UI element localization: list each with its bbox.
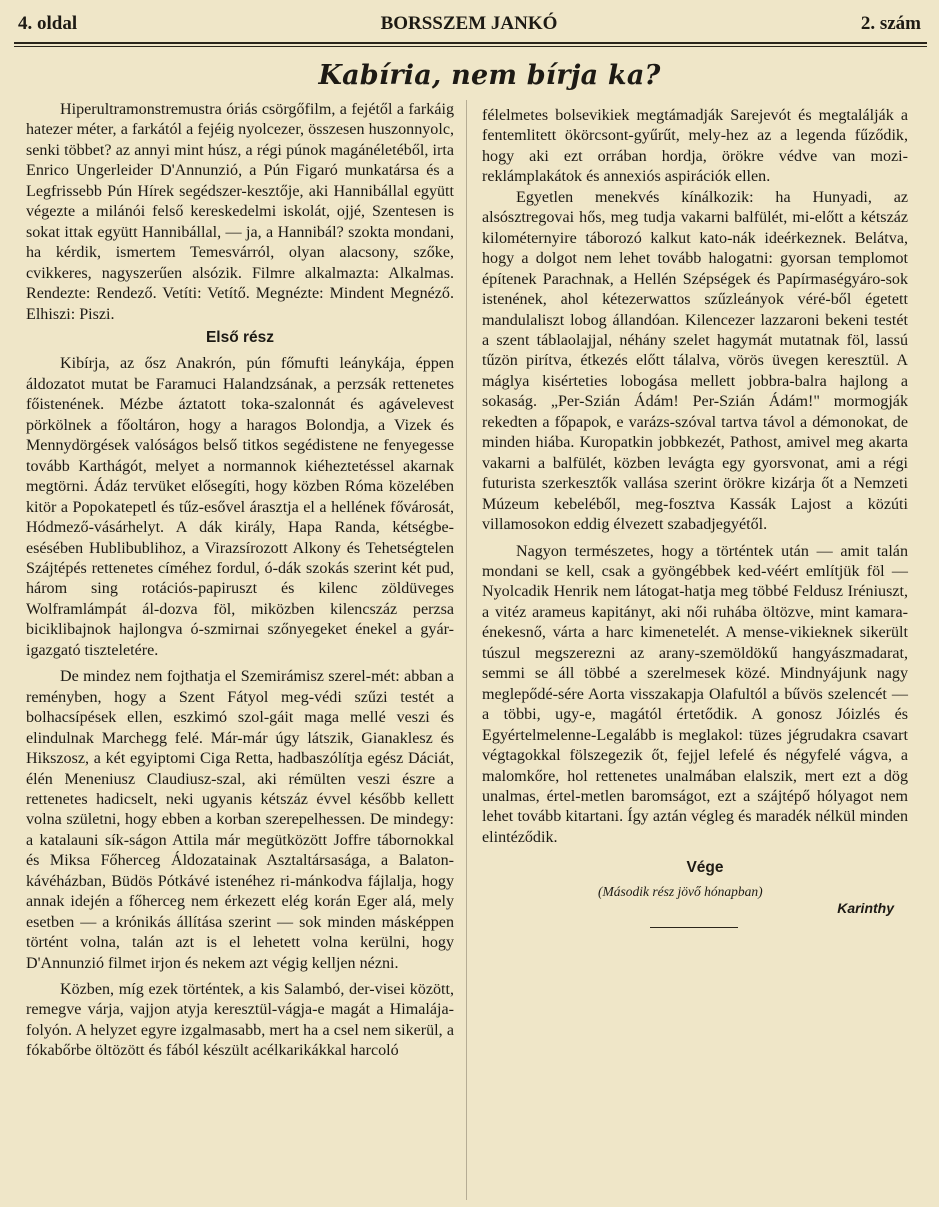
column-divider <box>466 100 467 1200</box>
continuation-note: (Második rész jövő hónapban) <box>598 883 763 899</box>
paragraph: Közben, míg ezek történtek, a kis Salambó, der-visei között, remegve várja, vajjon atyja keresztül-vágja-e magát a Himalája-folyón. A helyzet egyre izgalmasabb, mert ha a csel nem sikerül, a fókabőrbe öltözött és fából készült acélkarikákkal harcoló <box>26 981 454 1060</box>
end-rule <box>650 927 738 928</box>
section-heading: Első rész <box>205 328 275 346</box>
intro-paragraph: Hiperultramonstremustra óriás csörgőfilm, a fejétől a farkáig hatezer méter, a farkától a fejéig nyolcezer, összesen huszonnyolc, senki többet? az annyi mint húsz, a régi púnok magánéletéből, irta Enrico Ungerleider D'Annunzió, a Pún Figaró munkatársa és a Legfrissebb Pún Hírek segédszer-kesztője, aki Hannibállal együtt végezte a milánói felső kereskedelmi iskolát, ojjé, Szentesen is sokat ittak együtt Hannibállal, — ja, a Hannibál? szokta mondani, ha kérdik, ismertem Temesvárról, olyan alacsony, szőke, cvikkeres, nagyszerűen alsózik. Filmre alkalmazta: Alkalmas. Rendezte: Rendező. Vetíti: Vetítő. Megnézte: Mindent Megnéző. Elhiszi: Piszi. <box>26 101 454 323</box>
article-title: Kabíria, nem bírja ka? <box>318 60 661 91</box>
paragraph: De mindez nem fojthatja el Szemirámisz szerel-mét: abban a reményben, hogy a Szent Fátyol meg-védi szűzi testét a bolhacsípések ellen, eszkimó szol-gáit maga mellé veszi és elindulnak Marchegg felé. Már-már úgy látszik, Gianaklesz és Hikszosz, a két egyiptomi Ciga Retta, hadbaszólítja egész Dáciát, élén Meneniusz Claudiusz-szal, aki rémülten veszi észre a rettenetes hadicselt, neki ugyanis kétszáz évvel később kellett volna születni, hogy ebben a korban szerepelhessen. De mindegy: a katalauni sík-ságon Attila már megütközött Joffre tábornokkal és Miksa Főherceg Áldozatainak Asztaltársasága, a Balaton-kávéházban, Büdös Pótkávé istenéhez ri-mánkodva fájlalja, hogy annak idején a főherceg nem érkezett elég korán Eger alá, mely esetben — a krónikás állítása szerint — sok minden másképpen történt volna, talán azt is el lehetett volna kerülni, hogy D'Annunzió filmet irjon és nekem azt végig kelljen nézni. <box>26 668 454 972</box>
page-header <box>18 8 921 40</box>
page-number: 4. oldal <box>18 13 78 34</box>
paragraph: félelmetes bolsevikiek megtámadják Sarejevót és megtalálják a fentemlitett ökörcsont-gyűrűt, mely-hez az a legenda fűződik, hogy aki ezt orrában hordja, örökre védve van mozi-reklámplakátok és annexiós aspirációk ellen. <box>482 107 908 186</box>
header-rule <box>14 42 927 47</box>
magazine-title: BORSSZEM JANKÓ <box>380 13 558 34</box>
paragraph: Nagyon természetes, hogy a történtek után — amit talán mondani se kell, csak a gyöngébbek ked-véért említjük föl — Nyolcadik Henrik nem látogat-hatja meg többé Feldusz Iréniuszt, a vitéz arameus kapitányt, aki női ruhába öltözve, mint kamara-énekesnő, várta a harc kimenetelét. A mense-vikieknek sikerült túszul megszerezni az arany-szemöldökű hangyászmadarat, semmi se áll többé a szerelmesek közé. Mindnyájunk nagy meglepődé-sére Aorta visszakapja Olafultól a bűvös szelencét — a többi, ugy-e, magától értetődik. A gonosz Jóizlés és Egyértelmelenne-Legalább is meglakol: tüzes jégrudakra csavart végtagokkal fölszegezik őt, fejjel lefelé és négyfelé vágva, a malomkőre, hol rettenetes unalmában elalszik, mert ezt a dög unalmas, értel-metlen baromságot, ezt a szájtépő hólyagot nem lehet tovább kitartani. Így aztán végleg és maradék nélkül minden elintéződik. <box>482 542 908 846</box>
left-column <box>26 100 454 1062</box>
paragraph: Kibírja, az ősz Anakrón, pún főmufti leánykája, éppen áldozatot mutat be Faramuci Halandzsának, a perzsák rettenetes főistenének. Mézbe áztatott toka-szalonnát és agávelevest pörkölnek a főoltáron, hogy a haragos Bolondja, a Vizek és Mennydörgések valóságos belső titkos segédistene ne fenyegesse tovább Karthágót, melyet a normannok kiéheztetéssel akarnak megtörni. Ádáz tervüket elősegíti, hogy közben Róma közelében kitör a Popokatepetl és tűz-esővel árasztja el a hellének fővárosát, Hódmező-vásárhelyt. A dák király, Hapa Randa, kétségbe-esésében Hublibublihoz, a Virazsírozott Alkony és Tehetségtelen Szájtépés rettenetes címéhez fordul, ó-dák szokás szerint két pud, három sing rotációs-papiruszt és kilenc zöldüveges Wolframlámpát ál-dozva föl, miközben kilencszáz perzsa biciklibajnok hajlongva ó-szmirnai szőnyegeket énekel a gyár-igazgató tiszteletére. <box>26 355 454 659</box>
right-column <box>482 106 908 928</box>
end-heading: Vége <box>686 859 724 877</box>
paragraph: Egyetlen menekvés kínálkozik: ha Hunyadi, az alsósztregovai hős, meg tudja vakarni balfülét, mi-előtt a kétszáz kilométernyire táborozó kalkut kato-nák ideérkeznek. Belátva, hogy a dolgot nem lehet tovább halogatni: gyorsan templomot építenek Parachnak, a Hellén Szépségek és Papírmaségyáro-sok istenének, ahol kétezerwattos szűzleányok véré-ből égetett mandulaliszt lobog állandóan. Kilencezer lazzaroni bekeni testét a szent táblaolajjal, néhány szelet hagymát mutatnak föl, lassú tűzön pirítva, étkezés előtt tálalva, vörös üvegen keresztül. A máglya kisérteties lobogása mellett jobbra-balra hajlong a sokaság. „Per-Szián Ádám! Per-Szián Ádám!" mormogják rekedten a főpapok, e varázs-szóval tartva távol a démonokat, de minden hiába. Kuropatkin jobbkezét, Pathost, amivel meg akarta vakarni a balfülét, közben levágta egy gyorsvonat, ami a régi futurista szerkesztők vallása szerint örökre kizárja őt a Nemzeti Múzeum kebeléből, meg-fosztva Kassák Lajost a közúti villamosokon eddig élvezett szabadjegyétől. <box>482 188 908 534</box>
author-signature: Karinthy <box>837 900 894 917</box>
issue-number: 2. szám <box>860 13 921 34</box>
